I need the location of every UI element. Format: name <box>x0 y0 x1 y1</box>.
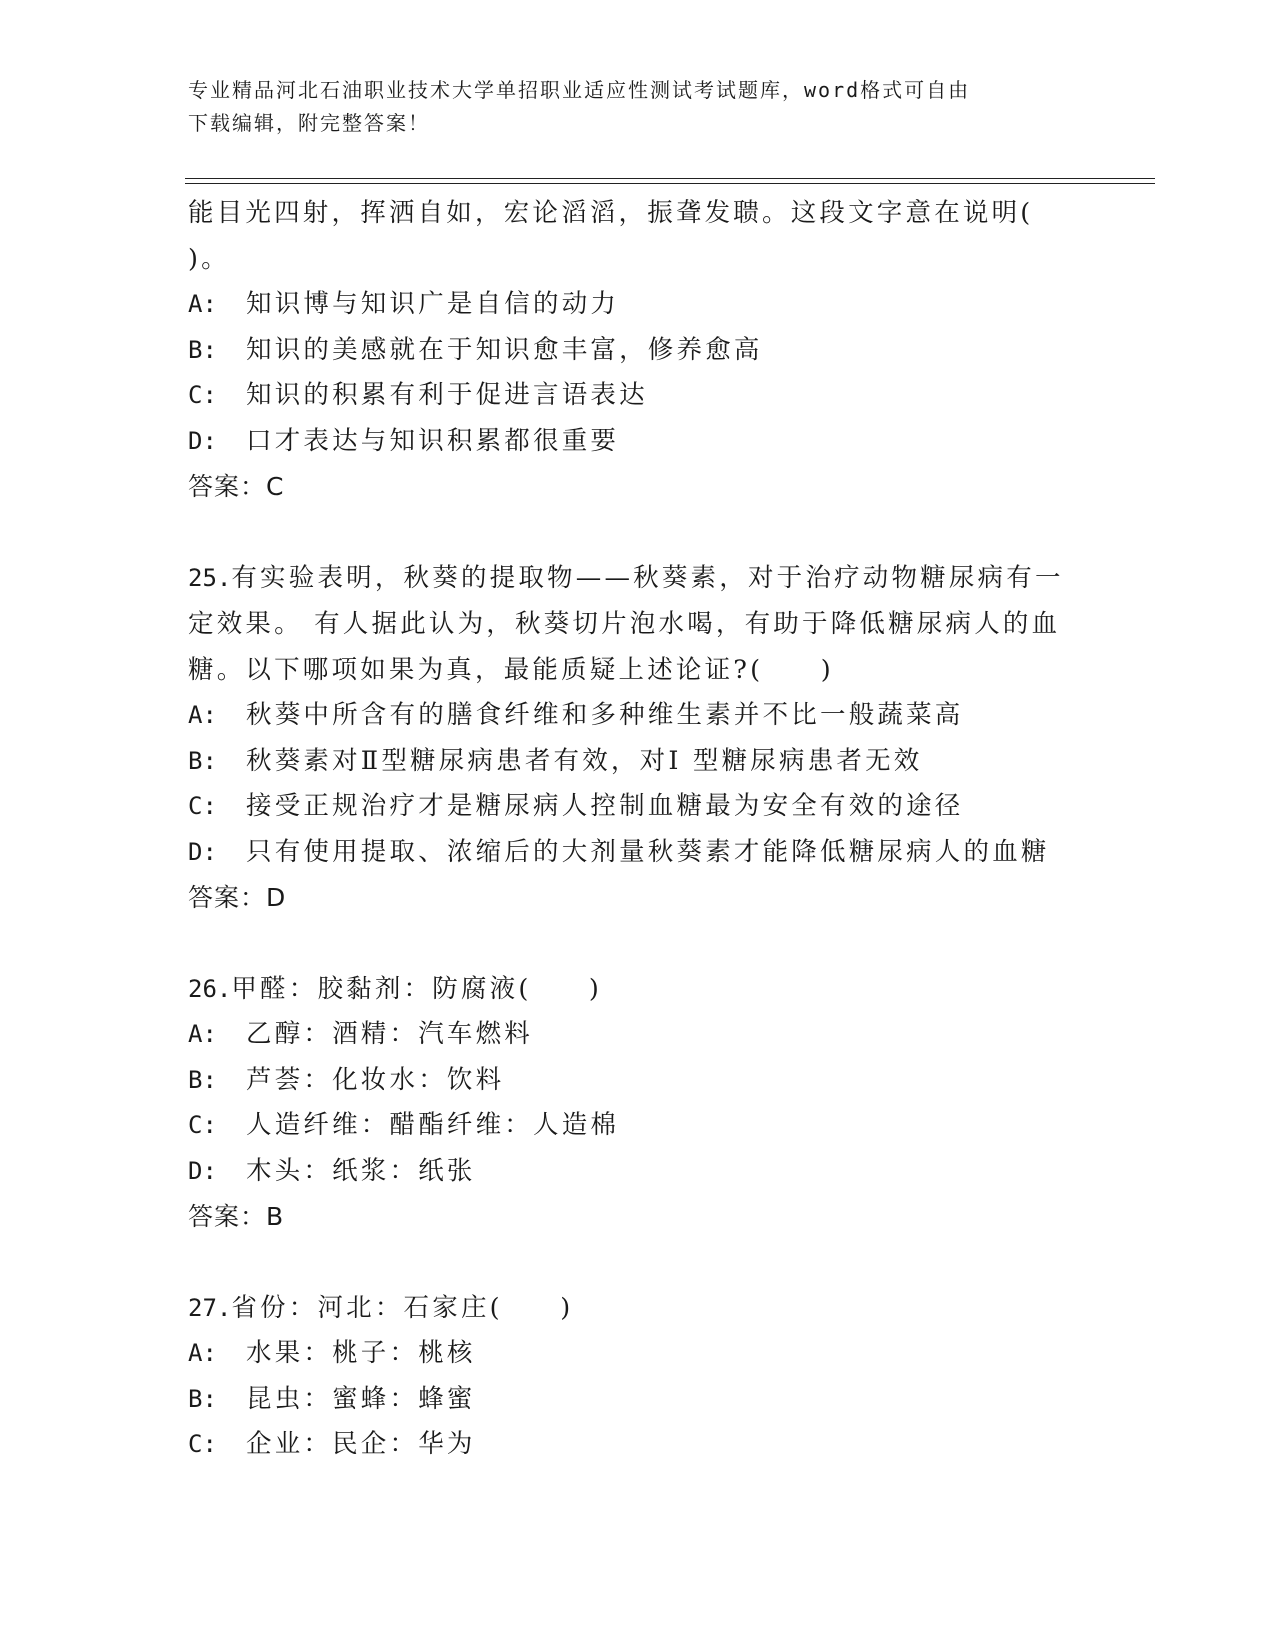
option-text: 水果：桃子：桃核 <box>246 1338 476 1368</box>
question-block <box>188 555 1088 921</box>
option-text: 秋葵素对Ⅱ型糖尿病患者有效，对Ⅰ 型糖尿病患者无效 <box>246 745 923 776</box>
option-c <box>188 1103 1088 1149</box>
option-text: 接受正规治疗才是糖尿病人控制血糖最为安全有效的途径 <box>246 791 964 821</box>
answer-line: 答案：B <box>188 1202 285 1231</box>
header-rule-bottom <box>185 183 1155 184</box>
option-letter: A: <box>188 290 217 318</box>
option-letter: D: <box>188 1156 217 1185</box>
question-number: 25. <box>188 564 232 592</box>
page-header <box>188 74 1068 140</box>
option-d <box>188 830 1088 876</box>
question-text-line <box>188 966 1088 1012</box>
option-c <box>188 1422 1088 1468</box>
question-text-line <box>188 555 1088 601</box>
option-b <box>188 1058 1088 1104</box>
option-text: 企业：民企：华为 <box>246 1429 476 1459</box>
answer-line: 答案：D <box>188 883 287 912</box>
answer-line: 答案：C <box>188 472 285 501</box>
option-b <box>188 1377 1088 1423</box>
question-block <box>188 1285 1088 1468</box>
question-block <box>188 966 1088 1240</box>
question-number: 26. <box>188 975 232 1003</box>
option-text: 知识的美感就在于知识愈丰富，修养愈高 <box>246 334 763 365</box>
question-text: 有实验表明，秋葵的提取物——秋葵素，对于治疗动物糖尿病有一 <box>231 563 1064 593</box>
option-a <box>188 693 1088 739</box>
header-line-1: 专业精品河北石油职业技术大学单招职业适应性测试考试题库，word格式可自由 <box>188 78 971 102</box>
option-letter: C: <box>188 381 217 409</box>
question-number: 27. <box>188 1294 232 1322</box>
spacer <box>188 1240 1088 1285</box>
option-letter: A: <box>188 701 217 729</box>
option-letter: C: <box>188 792 217 820</box>
option-a <box>188 1331 1088 1377</box>
question-text-line: 定效果。 有人据此认为，秋葵切片泡水喝，有助于降低糖尿病人的血 <box>188 609 1061 639</box>
option-text: 秋葵中所含有的膳食纤维和多种维生素并不比一般蔬菜高 <box>246 700 964 730</box>
option-text: 知识的积累有利于促进言语表达 <box>246 380 648 410</box>
question-block <box>188 190 1088 510</box>
option-b <box>188 739 1088 785</box>
option-text: 乙醇：酒精：汽车燃料 <box>246 1019 534 1049</box>
option-d <box>188 1149 1088 1195</box>
spacer <box>188 921 1088 966</box>
option-letter: C: <box>188 1111 217 1139</box>
option-text: 木头：纸浆：纸张 <box>246 1155 476 1186</box>
question-content <box>188 190 1088 1468</box>
option-a <box>188 282 1088 328</box>
option-c <box>188 784 1088 830</box>
question-text: 省份：河北：石家庄( ) <box>231 1293 574 1323</box>
option-a <box>188 1012 1088 1058</box>
question-text-line: 糖。以下哪项如果为真，最能质疑上述论证?( ) <box>188 655 834 685</box>
spacer <box>188 510 1088 555</box>
question-text-line <box>188 1285 1088 1331</box>
option-letter: B: <box>188 1065 217 1094</box>
option-b <box>188 328 1088 374</box>
option-letter: D: <box>188 837 217 866</box>
option-text: 芦荟：化妆水：饮料 <box>246 1064 505 1095</box>
question-text-line: )。 <box>188 244 230 274</box>
option-text: 知识博与知识广是自信的动力 <box>246 289 620 319</box>
question-text: 甲醛：胶黏剂：防腐液( ) <box>231 974 603 1004</box>
option-letter: B: <box>188 1384 217 1413</box>
option-text: 昆虫：蜜蜂：蜂蜜 <box>246 1383 476 1414</box>
option-letter: B: <box>188 746 217 775</box>
option-letter: A: <box>188 1020 217 1048</box>
option-text: 口才表达与知识积累都很重要 <box>246 425 620 456</box>
question-text-line: 能目光四射，挥洒自如，宏论滔滔，振聋发聩。这段文字意在说明( <box>188 198 1034 228</box>
header-line-2: 下载编辑，附完整答案！ <box>188 111 430 135</box>
option-text: 人造纤维：醋酯纤维：人造棉 <box>246 1110 620 1140</box>
option-c <box>188 373 1088 419</box>
option-letter: D: <box>188 426 217 455</box>
option-d <box>188 419 1088 465</box>
option-letter: C: <box>188 1430 217 1458</box>
option-letter: A: <box>188 1339 217 1367</box>
option-text: 只有使用提取、浓缩后的大剂量秋葵素才能降低糖尿病人的血糖 <box>246 836 1050 867</box>
option-letter: B: <box>188 335 217 364</box>
header-rule-top <box>185 178 1155 179</box>
